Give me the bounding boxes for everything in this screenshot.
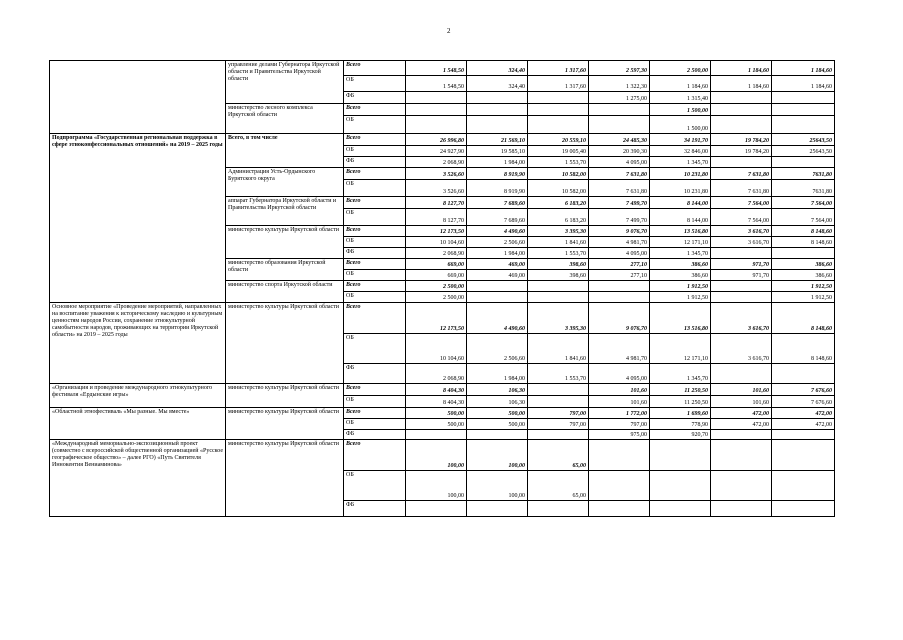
amount-cell: 32 846,00 bbox=[650, 146, 711, 157]
amount-cell: 26 996,80 bbox=[406, 134, 467, 146]
amount-cell: 10 582,00 bbox=[528, 168, 589, 180]
amount-cell: 19 784,20 bbox=[711, 146, 772, 157]
amount-cell: 20 390,30 bbox=[589, 146, 650, 157]
amount-cell: 8 919,90 bbox=[467, 180, 528, 197]
amount-cell: 100,00 bbox=[406, 471, 467, 501]
amount-cell: 19 005,40 bbox=[528, 146, 589, 157]
amount-cell: 1 841,60 bbox=[528, 237, 589, 248]
funding-source-cell: Всего bbox=[344, 281, 406, 292]
amount-cell: 2 500,00 bbox=[650, 61, 711, 76]
amount-cell: 1 500,00 bbox=[650, 104, 711, 116]
amount-cell: 101,60 bbox=[711, 396, 772, 408]
amount-cell bbox=[528, 384, 589, 396]
amount-cell: 12 171,10 bbox=[650, 237, 711, 248]
amount-cell bbox=[772, 248, 835, 259]
amount-cell: 971,70 bbox=[711, 259, 772, 270]
amount-cell: 1 184,60 bbox=[772, 76, 835, 92]
amount-cell bbox=[406, 92, 467, 104]
amount-cell: 1 553,70 bbox=[528, 364, 589, 384]
amount-cell: 324,40 bbox=[467, 76, 528, 92]
amount-cell bbox=[772, 364, 835, 384]
amount-cell: 500,00 bbox=[467, 419, 528, 430]
funding-source-cell: ОБ bbox=[344, 270, 406, 281]
amount-cell: 797,00 bbox=[528, 419, 589, 430]
amount-cell: 2 068,90 bbox=[406, 248, 467, 259]
amount-cell: 7 689,60 bbox=[467, 197, 528, 209]
table-row bbox=[50, 61, 835, 76]
amount-cell: 11 250,50 bbox=[650, 384, 711, 396]
amount-cell: 386,60 bbox=[772, 270, 835, 281]
amount-cell: 65,00 bbox=[528, 471, 589, 501]
amount-cell: 8 148,60 bbox=[772, 237, 835, 248]
amount-cell: 2 500,00 bbox=[406, 281, 467, 292]
amount-cell: 469,00 bbox=[467, 270, 528, 281]
funding-source-cell: ОБ bbox=[344, 146, 406, 157]
amount-cell bbox=[467, 104, 528, 116]
amount-cell: 65,00 bbox=[528, 440, 589, 471]
funding-source-cell: ОБ bbox=[344, 419, 406, 430]
amount-cell: 7 631,80 bbox=[711, 168, 772, 180]
amount-cell: 1 317,60 bbox=[528, 76, 589, 92]
amount-cell: 4 095,00 bbox=[589, 157, 650, 168]
amount-cell: 3 395,30 bbox=[528, 303, 589, 334]
table-row bbox=[50, 303, 835, 334]
amount-cell bbox=[772, 430, 835, 440]
funding-source-cell: Всего bbox=[344, 134, 406, 146]
amount-cell: 8 919,90 bbox=[467, 168, 528, 180]
amount-cell: 2 500,00 bbox=[406, 292, 467, 303]
amount-cell: 101,60 bbox=[589, 396, 650, 408]
funding-source-cell: ФБ bbox=[344, 92, 406, 104]
amount-cell: 324,40 bbox=[467, 61, 528, 76]
amount-cell bbox=[711, 104, 772, 116]
amount-cell: 1 315,40 bbox=[650, 92, 711, 104]
budget-table bbox=[49, 60, 835, 517]
amount-cell: 1 553,70 bbox=[528, 157, 589, 168]
amount-cell: 106,30 bbox=[467, 384, 528, 396]
executor-cell: аппарат Губернатора Иркутской области и Правительства Иркутской области bbox=[226, 197, 344, 226]
amount-cell: 1 548,50 bbox=[406, 76, 467, 92]
amount-cell: 1 984,00 bbox=[467, 157, 528, 168]
amount-cell: 1 912,50 bbox=[650, 281, 711, 292]
amount-cell bbox=[467, 116, 528, 134]
amount-cell bbox=[528, 104, 589, 116]
executor-cell: министерство культуры Иркутской области bbox=[226, 303, 344, 384]
amount-cell: 7 676,60 bbox=[772, 396, 835, 408]
amount-cell: 25643,50 bbox=[772, 134, 835, 146]
amount-cell: 7 564,00 bbox=[711, 197, 772, 209]
amount-cell: 7 499,70 bbox=[589, 197, 650, 209]
amount-cell: 386,60 bbox=[772, 259, 835, 270]
amount-cell: 6 183,20 bbox=[528, 209, 589, 226]
amount-cell: 106,30 bbox=[467, 396, 528, 408]
amount-cell: 3 526,60 bbox=[406, 168, 467, 180]
amount-cell bbox=[467, 430, 528, 440]
amount-cell: 6 183,20 bbox=[528, 197, 589, 209]
amount-cell: 398,60 bbox=[528, 270, 589, 281]
amount-cell: 1 500,00 bbox=[650, 116, 711, 134]
amount-cell: 3 616,70 bbox=[711, 226, 772, 237]
amount-cell: 1 553,70 bbox=[528, 248, 589, 259]
amount-cell: 12 173,50 bbox=[406, 303, 467, 334]
amount-cell: 1 345,70 bbox=[650, 248, 711, 259]
amount-cell bbox=[589, 104, 650, 116]
amount-cell bbox=[772, 157, 835, 168]
amount-cell bbox=[589, 501, 650, 517]
amount-cell: 1 184,60 bbox=[711, 61, 772, 76]
amount-cell bbox=[589, 292, 650, 303]
amount-cell bbox=[406, 116, 467, 134]
amount-cell: 4 490,60 bbox=[467, 226, 528, 237]
table-row bbox=[50, 440, 835, 471]
amount-cell: 398,60 bbox=[528, 259, 589, 270]
amount-cell: 3 616,70 bbox=[711, 237, 772, 248]
amount-cell: 13 516,80 bbox=[650, 303, 711, 334]
amount-cell: 797,00 bbox=[528, 408, 589, 419]
amount-cell: 1 548,50 bbox=[406, 61, 467, 76]
amount-cell: 1 275,00 bbox=[589, 92, 650, 104]
amount-cell: 2 068,90 bbox=[406, 157, 467, 168]
funding-source-cell: ОБ bbox=[344, 116, 406, 134]
amount-cell bbox=[772, 104, 835, 116]
amount-cell: 1 912,50 bbox=[772, 281, 835, 292]
amount-cell: 20 559,10 bbox=[528, 134, 589, 146]
amount-cell: 8 148,60 bbox=[772, 334, 835, 364]
amount-cell: 778,90 bbox=[650, 419, 711, 430]
amount-cell: 1 841,60 bbox=[528, 334, 589, 364]
program-name-cell: «Областной этнофестиваль «Мы разные. Мы вместе» bbox=[50, 408, 226, 440]
amount-cell: 1 322,30 bbox=[589, 76, 650, 92]
executor-cell: министерство культуры Иркутской области bbox=[226, 440, 344, 517]
executor-cell: Всего, в том числе bbox=[226, 134, 344, 168]
funding-source-cell: ОБ bbox=[344, 334, 406, 364]
funding-source-cell: ОБ bbox=[344, 237, 406, 248]
amount-cell: 13 516,80 bbox=[650, 226, 711, 237]
executor-cell: министерство культуры Иркутской области bbox=[226, 226, 344, 259]
table-row bbox=[50, 408, 835, 419]
amount-cell: 3 616,70 bbox=[711, 334, 772, 364]
funding-source-cell: Всего bbox=[344, 303, 406, 334]
amount-cell: 8 404,30 bbox=[406, 384, 467, 396]
amount-cell: 11 250,50 bbox=[650, 396, 711, 408]
amount-cell bbox=[772, 501, 835, 517]
amount-cell: 10 582,00 bbox=[528, 180, 589, 197]
amount-cell bbox=[711, 248, 772, 259]
amount-cell: 10 231,80 bbox=[650, 180, 711, 197]
amount-cell: 500,00 bbox=[406, 408, 467, 419]
funding-source-cell: ФБ bbox=[344, 157, 406, 168]
table-row bbox=[50, 134, 835, 146]
amount-cell: 920,70 bbox=[650, 430, 711, 440]
amount-cell: 472,00 bbox=[711, 408, 772, 419]
amount-cell: 386,60 bbox=[650, 270, 711, 281]
funding-source-cell: ОБ bbox=[344, 396, 406, 408]
program-name-cell bbox=[50, 61, 226, 134]
amount-cell: 2 506,60 bbox=[467, 237, 528, 248]
amount-cell bbox=[711, 364, 772, 384]
amount-cell: 4 095,00 bbox=[589, 364, 650, 384]
amount-cell bbox=[467, 92, 528, 104]
amount-cell bbox=[528, 430, 589, 440]
funding-source-cell: Всего bbox=[344, 226, 406, 237]
amount-cell: 100,00 bbox=[467, 471, 528, 501]
amount-cell: 7 631,80 bbox=[589, 180, 650, 197]
amount-cell bbox=[711, 116, 772, 134]
amount-cell: 7631,80 bbox=[772, 168, 835, 180]
amount-cell: 19 585,10 bbox=[467, 146, 528, 157]
funding-source-cell: Всего bbox=[344, 384, 406, 396]
amount-cell: 4 981,70 bbox=[589, 334, 650, 364]
amount-cell: 669,00 bbox=[406, 259, 467, 270]
funding-source-cell: ОБ bbox=[344, 292, 406, 303]
amount-cell: 10 231,80 bbox=[650, 168, 711, 180]
amount-cell bbox=[711, 430, 772, 440]
amount-cell: 9 076,70 bbox=[589, 226, 650, 237]
executor-cell: министерство образования Иркутской области bbox=[226, 259, 344, 281]
amount-cell: 472,00 bbox=[711, 419, 772, 430]
funding-source-cell: Всего bbox=[344, 259, 406, 270]
amount-cell bbox=[467, 281, 528, 292]
amount-cell: 9 076,70 bbox=[589, 303, 650, 334]
amount-cell: 1 184,60 bbox=[711, 76, 772, 92]
amount-cell bbox=[528, 292, 589, 303]
executor-cell: министерство культуры Иркутской области bbox=[226, 408, 344, 440]
amount-cell bbox=[589, 471, 650, 501]
funding-source-cell: ОБ bbox=[344, 471, 406, 501]
amount-cell: 7631,80 bbox=[772, 180, 835, 197]
amount-cell bbox=[528, 281, 589, 292]
amount-cell bbox=[772, 440, 835, 471]
amount-cell: 8 144,00 bbox=[650, 197, 711, 209]
funding-source-cell: Всего bbox=[344, 104, 406, 116]
amount-cell: 7 499,70 bbox=[589, 209, 650, 226]
amount-cell: 971,70 bbox=[711, 270, 772, 281]
budget-table-body bbox=[50, 61, 835, 517]
amount-cell: 3 616,70 bbox=[711, 303, 772, 334]
amount-cell: 277,10 bbox=[589, 259, 650, 270]
amount-cell bbox=[772, 471, 835, 501]
amount-cell: 7 689,60 bbox=[467, 209, 528, 226]
amount-cell: 1 699,60 bbox=[650, 408, 711, 419]
amount-cell: 1 772,00 bbox=[589, 408, 650, 419]
amount-cell: 7 631,80 bbox=[711, 180, 772, 197]
amount-cell: 7 564,00 bbox=[711, 209, 772, 226]
amount-cell: 1 984,00 bbox=[467, 364, 528, 384]
amount-cell bbox=[711, 471, 772, 501]
amount-cell: 12 173,50 bbox=[406, 226, 467, 237]
amount-cell: 975,00 bbox=[589, 430, 650, 440]
amount-cell: 1 912,50 bbox=[650, 292, 711, 303]
amount-cell: 19 784,20 bbox=[711, 134, 772, 146]
amount-cell: 4 095,00 bbox=[589, 248, 650, 259]
amount-cell bbox=[650, 440, 711, 471]
amount-cell: 1 184,60 bbox=[772, 61, 835, 76]
amount-cell: 1 912,50 bbox=[772, 292, 835, 303]
amount-cell: 469,00 bbox=[467, 259, 528, 270]
amount-cell bbox=[772, 92, 835, 104]
amount-cell: 101,60 bbox=[711, 384, 772, 396]
amount-cell: 1 317,60 bbox=[528, 61, 589, 76]
amount-cell: 8 127,70 bbox=[406, 209, 467, 226]
amount-cell bbox=[772, 116, 835, 134]
amount-cell: 669,00 bbox=[406, 270, 467, 281]
amount-cell bbox=[711, 92, 772, 104]
amount-cell bbox=[528, 92, 589, 104]
amount-cell: 101,60 bbox=[589, 384, 650, 396]
funding-source-cell: ФБ bbox=[344, 364, 406, 384]
amount-cell: 386,60 bbox=[650, 259, 711, 270]
amount-cell bbox=[650, 471, 711, 501]
program-name-cell: «Международный мемориально-экспозиционный проект (совместно с всероссийской общественной организацией «Русское географическое общество» – далее РГО) «Путь Святителя Иннокентия Вениаминова» bbox=[50, 440, 226, 517]
amount-cell: 21 569,10 bbox=[467, 134, 528, 146]
amount-cell: 3 526,60 bbox=[406, 180, 467, 197]
program-name-cell: Подпрограмма «Государственная региональная поддержка в сфере этноконфессиональных отношений» на 2019 – 2025 годы bbox=[50, 134, 226, 303]
executor-cell: Администрация Усть-Ордынского Бурятского округа bbox=[226, 168, 344, 197]
amount-cell bbox=[528, 116, 589, 134]
amount-cell: 1 184,60 bbox=[650, 76, 711, 92]
amount-cell: 8 148,60 bbox=[772, 303, 835, 334]
amount-cell: 797,00 bbox=[589, 419, 650, 430]
program-name-cell: Основное мероприятие «Проведение мероприятий, направленных на воспитание уважения к историческому наследию и культурным ценностям народов России, сохранение этнокультурной самобытности народов, проживающих на территории Иркутской области» на 2019 – 2025 годы bbox=[50, 303, 226, 384]
amount-cell bbox=[528, 501, 589, 517]
amount-cell: 10 104,60 bbox=[406, 237, 467, 248]
amount-cell: 100,00 bbox=[467, 440, 528, 471]
amount-cell bbox=[589, 440, 650, 471]
executor-cell: министерство культуры Иркутской области bbox=[226, 384, 344, 408]
amount-cell bbox=[467, 501, 528, 517]
amount-cell: 8 148,60 bbox=[772, 226, 835, 237]
funding-source-cell: Всего bbox=[344, 61, 406, 76]
funding-source-cell: ОБ bbox=[344, 180, 406, 197]
amount-cell: 7 676,60 bbox=[772, 384, 835, 396]
funding-source-cell: Всего bbox=[344, 168, 406, 180]
amount-cell: 500,00 bbox=[406, 419, 467, 430]
executor-cell: управление делами Губернатора Иркутской области и Правительства Иркутской области bbox=[226, 61, 344, 104]
amount-cell bbox=[711, 292, 772, 303]
amount-cell: 10 104,60 bbox=[406, 334, 467, 364]
amount-cell: 1 345,70 bbox=[650, 157, 711, 168]
amount-cell bbox=[467, 292, 528, 303]
amount-cell: 277,10 bbox=[589, 270, 650, 281]
page-number: 2 bbox=[447, 27, 451, 35]
amount-cell: 472,00 bbox=[772, 419, 835, 430]
funding-source-cell: Всего bbox=[344, 408, 406, 419]
amount-cell: 1 984,00 bbox=[467, 248, 528, 259]
amount-cell: 2 597,30 bbox=[589, 61, 650, 76]
amount-cell bbox=[711, 157, 772, 168]
amount-cell: 3 395,30 bbox=[528, 226, 589, 237]
program-name-cell: «Организация и проведение международного этнокультурного фестиваля «Ердынские игры» bbox=[50, 384, 226, 408]
amount-cell: 4 490,60 bbox=[467, 303, 528, 334]
funding-source-cell: ФБ bbox=[344, 501, 406, 517]
funding-source-cell: Всего bbox=[344, 197, 406, 209]
amount-cell: 472,00 bbox=[772, 408, 835, 419]
amount-cell bbox=[711, 501, 772, 517]
amount-cell bbox=[528, 396, 589, 408]
amount-cell: 1 345,70 bbox=[650, 364, 711, 384]
amount-cell: 12 171,10 bbox=[650, 334, 711, 364]
amount-cell bbox=[406, 501, 467, 517]
amount-cell bbox=[589, 281, 650, 292]
amount-cell: 24 927,90 bbox=[406, 146, 467, 157]
amount-cell bbox=[711, 440, 772, 471]
amount-cell bbox=[406, 430, 467, 440]
table-row bbox=[50, 384, 835, 396]
executor-cell: министерство спорта Иркутской области bbox=[226, 281, 344, 303]
funding-source-cell: ОБ bbox=[344, 209, 406, 226]
amount-cell: 7 564,00 bbox=[772, 209, 835, 226]
funding-source-cell: ОБ bbox=[344, 76, 406, 92]
funding-source-cell: Всего bbox=[344, 440, 406, 471]
amount-cell bbox=[711, 281, 772, 292]
amount-cell: 34 191,70 bbox=[650, 134, 711, 146]
amount-cell: 25643,50 bbox=[772, 146, 835, 157]
amount-cell: 500,00 bbox=[467, 408, 528, 419]
amount-cell: 2 506,60 bbox=[467, 334, 528, 364]
amount-cell: 7 631,80 bbox=[589, 168, 650, 180]
amount-cell: 100,00 bbox=[406, 440, 467, 471]
amount-cell: 8 127,70 bbox=[406, 197, 467, 209]
amount-cell bbox=[589, 116, 650, 134]
amount-cell bbox=[406, 104, 467, 116]
amount-cell: 4 981,70 bbox=[589, 237, 650, 248]
executor-cell: министерство лесного комплекса Иркутской области bbox=[226, 104, 344, 134]
amount-cell: 8 404,30 bbox=[406, 396, 467, 408]
amount-cell: 24 485,30 bbox=[589, 134, 650, 146]
amount-cell: 7 564,00 bbox=[772, 197, 835, 209]
amount-cell bbox=[650, 501, 711, 517]
funding-source-cell: ФБ bbox=[344, 430, 406, 440]
amount-cell: 2 068,90 bbox=[406, 364, 467, 384]
amount-cell: 8 144,00 bbox=[650, 209, 711, 226]
funding-source-cell: ФБ bbox=[344, 248, 406, 259]
